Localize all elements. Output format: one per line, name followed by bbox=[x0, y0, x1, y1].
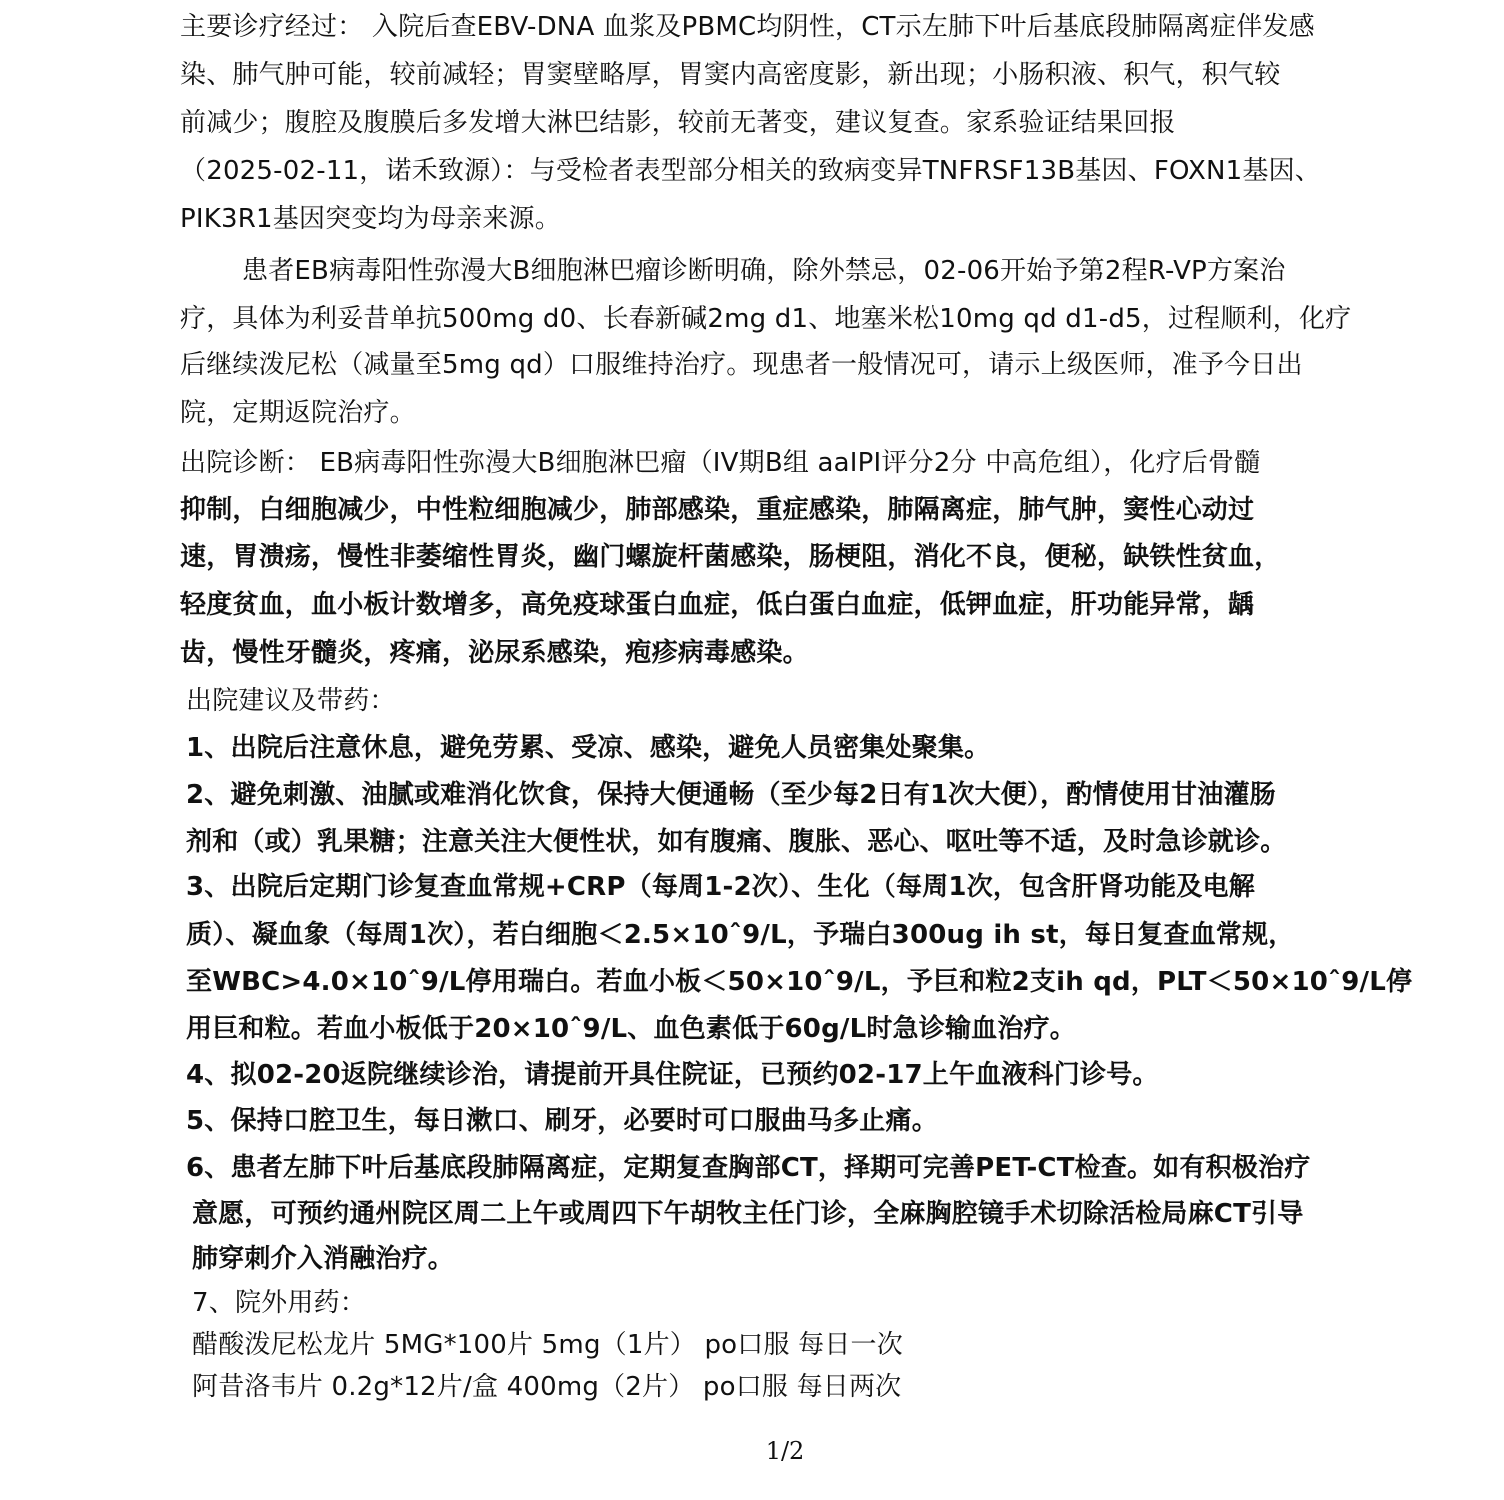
list-item: 3、出院后定期门诊复查血常规+CRP（每周1-2次）、生化（每周1次，包含肝肾功能及电解 bbox=[186, 872, 1255, 902]
list-item: 2、避免刺激、油腻或难消化饮食，保持大便通畅（至少每2日有1次大便），酌情使用甘油灌肠 bbox=[186, 780, 1276, 810]
text-line: 速，胃溃疡，慢性非萎缩性胃炎，幽门螺旋杆菌感染，肠梗阻，消化不良，便秘，缺铁性贫血， bbox=[180, 542, 1281, 572]
medication-line: 醋酸泼尼松龙片 5MG*100片 5mg（1片） po口服 每日一次 bbox=[192, 1330, 903, 1360]
list-item: 1、出院后注意休息，避免劳累、受凉、感染，避免人员密集处聚集。 bbox=[186, 733, 991, 763]
list-item: 7、院外用药： bbox=[192, 1288, 366, 1318]
text-line: 院，定期返院治疗。 bbox=[180, 398, 416, 428]
list-item: 4、拟02-20返院继续诊治，请提前开具住院证，已预约02-17上午血液科门诊号。 bbox=[186, 1060, 1159, 1090]
text-line: 患者EB病毒阳性弥漫大B细胞淋巴瘤诊断明确，除外禁忌，02-06开始予第2程R-VP方案治 bbox=[242, 256, 1286, 286]
text-line: 疗，具体为利妥昔单抗500mg d0、长春新碱2mg d1、地塞米松10mg qd d1-d5，过程顺利，化疗 bbox=[180, 304, 1352, 334]
list-item: 用巨和粒。若血小板低于20×10ˆ9/L、血色素低于60g/L时急诊输血治疗。 bbox=[186, 1014, 1076, 1044]
text-line: 染、肺气肿可能，较前减轻；胃窦壁略厚，胃窦内高密度影，新出现；小肠积液、积气，积气较 bbox=[180, 60, 1281, 90]
text-line: 主要诊疗经过： 入院后查EBV-DNA 血浆及PBMC均阴性，CT示左肺下叶后基底段肺隔离症伴发感 bbox=[180, 12, 1315, 42]
list-item: 质）、凝血象（每周1次），若白细胞＜2.5×10ˆ9/L，予瑞白300ug ih st，每日复查血常规， bbox=[186, 920, 1295, 950]
text-line: 抑制，白细胞减少，中性粒细胞减少，肺部感染，重症感染，肺隔离症，肺气肿，窦性心动过 bbox=[180, 495, 1255, 525]
list-item: 意愿，可预约通州院区周二上午或周四下午胡牧主任门诊，全麻胸腔镜手术切除活检局麻CT引导 bbox=[192, 1199, 1304, 1229]
page-number: 1/2 bbox=[765, 1437, 805, 1465]
text-line: 前减少；腹腔及腹膜后多发增大淋巴结影，较前无著变，建议复查。家系验证结果回报 bbox=[180, 108, 1176, 138]
text-line: 轻度贫血，血小板计数增多，高免疫球蛋白血症，低白蛋白血症，低钾血症，肝功能异常，龋 bbox=[180, 590, 1255, 620]
list-item: 剂和（或）乳果糖；注意关注大便性状，如有腹痛、腹胀、恶心、呕吐等不适，及时急诊就诊。 bbox=[186, 827, 1287, 857]
text-line: 齿，慢性牙髓炎，疼痛，泌尿系感染，疱疹病毒感染。 bbox=[180, 638, 809, 668]
text-line: 后继续泼尼松（减量至5mg qd）口服维持治疗。现患者一般情况可，请示上级医师，准予今日出 bbox=[180, 350, 1303, 380]
list-item: 5、保持口腔卫生，每日漱口、刷牙，必要时可口服曲马多止痛。 bbox=[186, 1106, 938, 1136]
list-item: 至WBC>4.0×10ˆ9/L停用瑞白。若血小板＜50×10ˆ9/L，予巨和粒2支ih qd，PLT＜50×10ˆ9/L停 bbox=[186, 967, 1413, 997]
medication-line: 阿昔洛韦片 0.2g*12片/盒 400mg（2片） po口服 每日两次 bbox=[192, 1372, 902, 1402]
text-line: 出院诊断： EB病毒阳性弥漫大B细胞淋巴瘤（IV期B组 aaIPI评分2分 中高危组），化疗后骨髓 bbox=[180, 448, 1261, 478]
section-heading: 出院建议及带药： bbox=[186, 686, 396, 716]
text-line: PIK3R1基因突变均为母亲来源。 bbox=[180, 204, 561, 234]
text-line: （2025-02-11，诺禾致源）：与受检者表型部分相关的致病变异TNFRSF13B基因、FOXN1基因、 bbox=[180, 156, 1321, 186]
list-item: 肺穿刺介入消融治疗。 bbox=[192, 1244, 455, 1274]
list-item: 6、患者左肺下叶后基底段肺隔离症，定期复查胸部CT，择期可完善PET-CT检查。如有积极治疗 bbox=[186, 1153, 1311, 1183]
